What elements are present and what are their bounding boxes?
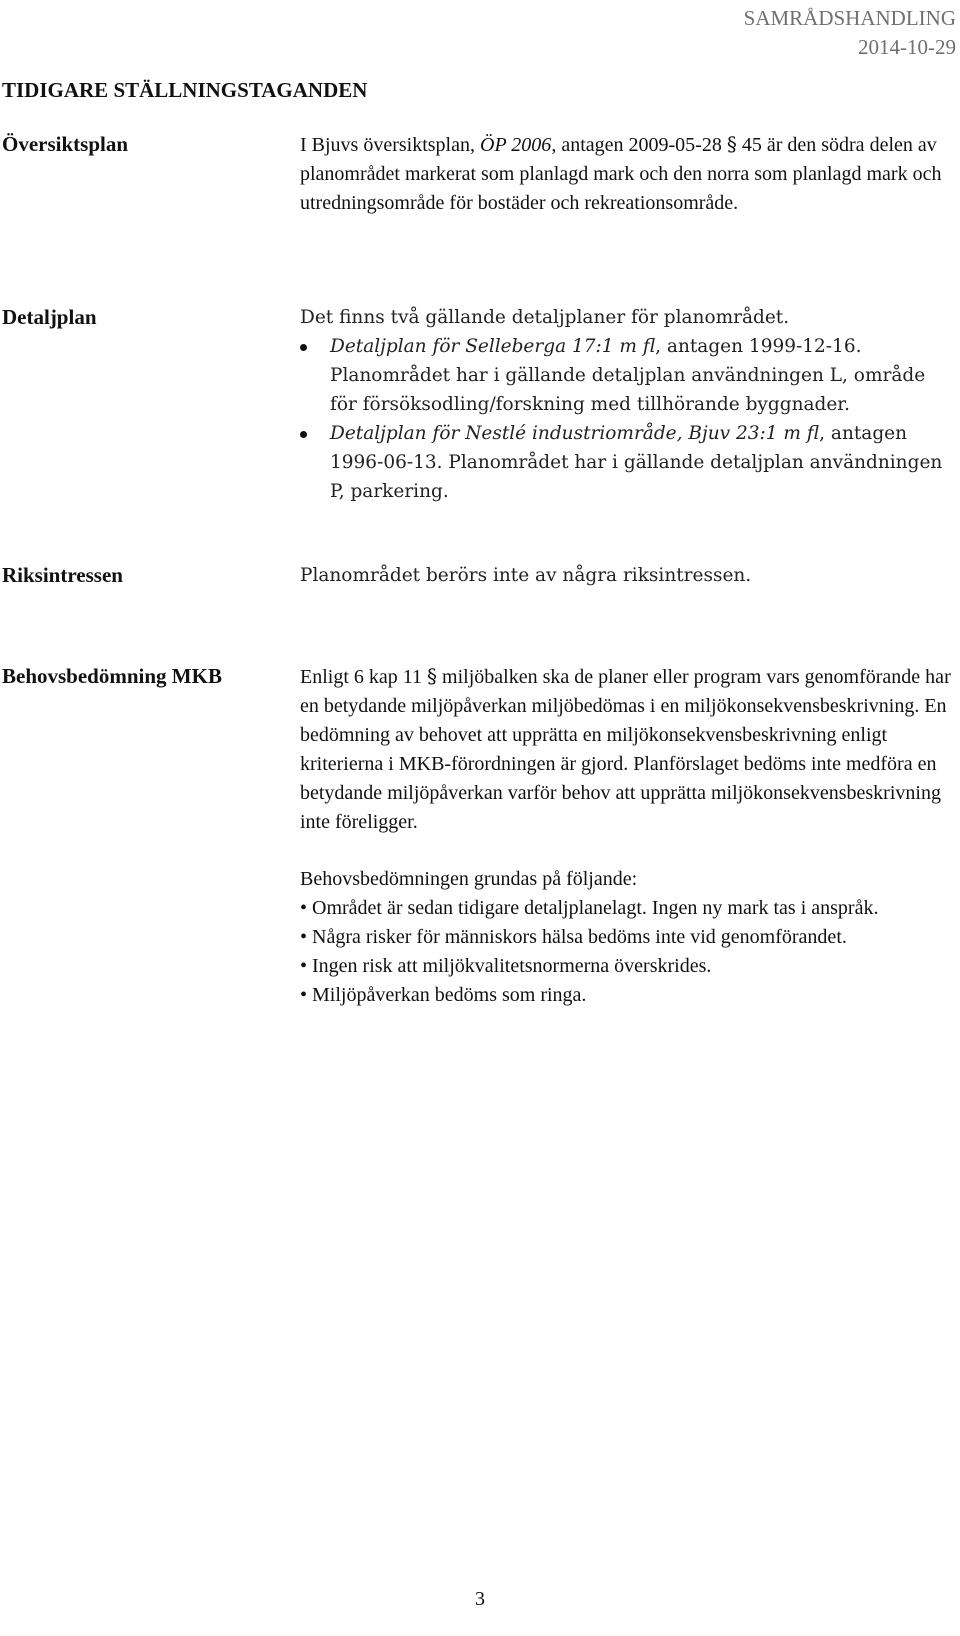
mkb-paragraph: [300, 662, 952, 837]
list-item: [300, 332, 952, 419]
mkb-basis-intro: Behovsbedömningen grundas på följande:: [300, 868, 638, 890]
section-symbol: §: [726, 132, 737, 156]
oversiktsplan-text-4: 45 är den södra delen av planområdet markerat som planlagd mark och den norra som planlagd mark och utredningsområde för bostäder och rekreationsområde.: [300, 134, 942, 214]
section-title: TIDIGARE STÄLLNINGSTAGANDEN: [2, 78, 368, 102]
bullet-icon: •: [300, 926, 308, 948]
mkb-text-2: miljöbalken ska de planer eller program vars genomförande har en betydande miljöpåverkan miljöbedömas i en miljökonsekvensbeskrivning. En bedömning av behovet att upprätta en miljökonsekvensbeskrivning enligt kriterierna i MKB-förordningen är gjord. Planförslaget bedöms inte medföra en betydande miljöpåverkan varför behov att upprätta miljökonsekvensbeskrivning inte föreligger.: [300, 666, 951, 833]
list-item: [300, 981, 952, 1010]
detaljplan-text: [300, 303, 952, 506]
plan-description: , antagen 1999-12-16. Planområdet har i gällande detaljplan användningen L, område för försöksodling/forskning med tillhörande byggnader.: [330, 336, 926, 415]
op-2006-ref: ÖP 2006: [480, 134, 552, 156]
mkb-basis-list: [300, 894, 952, 1010]
document-status: SAMRÅDSHANDLING: [743, 6, 956, 30]
detaljplan-label: Detaljplan: [2, 305, 97, 329]
list-item-text: Ingen risk att miljökvalitetsnormerna överskrides.: [312, 955, 712, 977]
oversiktsplan-text-1: I Bjuvs översiktsplan,: [300, 134, 480, 156]
section-symbol: §: [427, 664, 438, 688]
list-item: [300, 952, 952, 981]
mkb-text: [300, 662, 952, 1010]
mkb-label: Behovsbedömning MKB: [2, 664, 222, 688]
list-item: [300, 923, 952, 952]
bullet-icon: •: [300, 897, 308, 919]
oversiktsplan-text-3: , antagen 2009-05-28: [551, 134, 727, 156]
list-item-text: Miljöpåverkan bedöms som ringa.: [312, 984, 587, 1006]
plan-name: Detaljplan för Nestlé industriområde, Bjuv 23:1 m fl: [330, 423, 820, 444]
document-date: 2014-10-29: [858, 35, 956, 59]
document-header: [744, 4, 956, 62]
detaljplan-list: [300, 332, 952, 506]
plan-name: Detaljplan för Selleberga 17:1 m fl: [330, 336, 656, 357]
bullet-icon: •: [300, 955, 308, 977]
page-number: 3: [475, 1588, 485, 1610]
riksintressen-label: Riksintressen: [2, 563, 123, 587]
plan-description: , antagen 1996-06-13. Planområdet har i gällande detaljplan användningen P, parkering.: [330, 423, 943, 502]
riksintressen-text: [300, 561, 952, 590]
bullet-icon: [300, 344, 307, 351]
bullet-icon: [300, 431, 307, 438]
oversiktsplan-text: [300, 130, 952, 218]
detaljplan-intro: Det finns två gällande detaljplaner för planområdet.: [300, 307, 790, 328]
riksintressen-paragraph: Planområdet berörs inte av några riksintressen.: [300, 565, 752, 586]
mkb-text-1: Enligt 6 kap 11: [300, 666, 428, 688]
oversiktsplan-label: Översiktsplan: [2, 132, 129, 156]
list-item-text: Området är sedan tidigare detaljplanelagt. Ingen ny mark tas i anspråk.: [312, 897, 879, 919]
list-item: [300, 419, 952, 506]
list-item: [300, 894, 952, 923]
list-item-text: Några risker för människors hälsa bedöms inte vid genomförandet.: [312, 926, 847, 948]
bullet-icon: •: [300, 984, 308, 1006]
